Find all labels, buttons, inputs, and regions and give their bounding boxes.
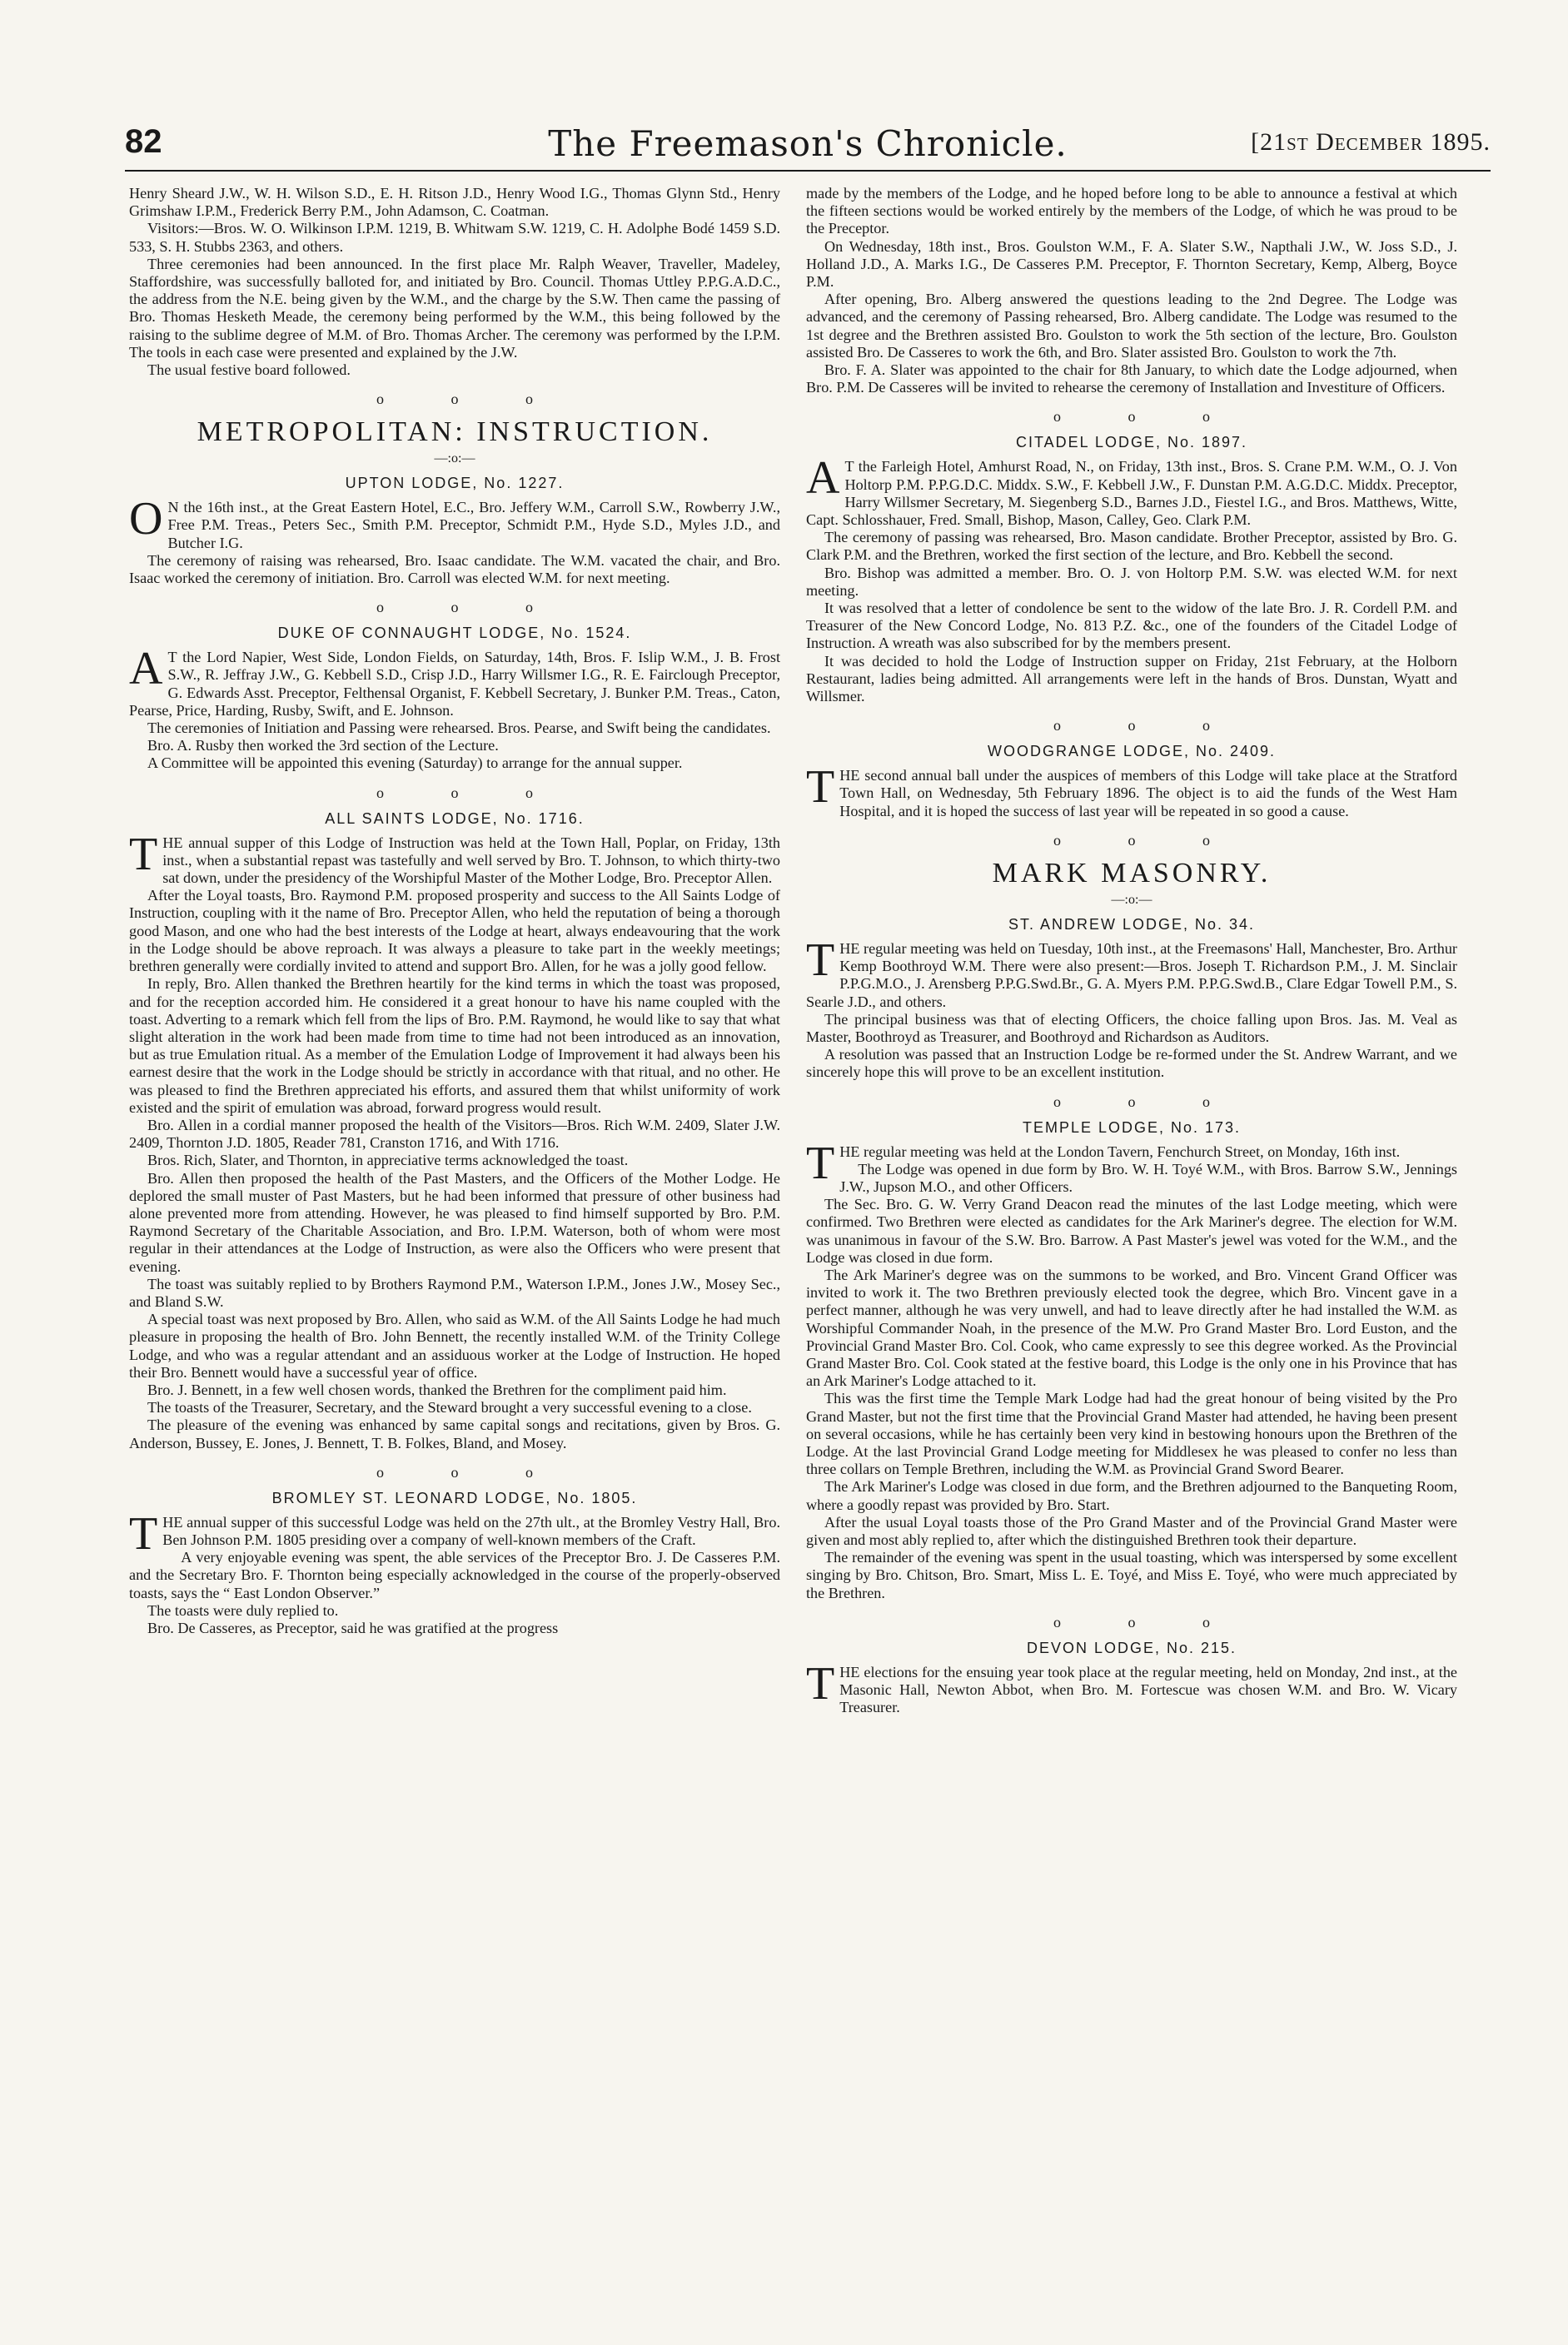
article-paragraph: Bro. Allen then proposed the health of the Past Masters, and the Officers of the Mother Lodge. He deplored the small muster of Past Masters, but he had been informed that pressure of other business had alone prevented more from attending. However, he was pleased to find himself supported by Bro. P.M. Raymond Secretary of the Charitable Association, and Bro. I.P.M. Waterson, both of whom were most regular in their attendances at the Lodge of Instruction, as were also the Officers who were present that evening.: [129, 1169, 780, 1275]
article-paragraph: Bro. J. Bennett, in a few well chosen words, thanked the Brethren for the compliment paid him.: [147, 1381, 727, 1398]
article-paragraph: The Ark Mariner's Lodge was closed in due form, and the Brethren adjourned to the Banqueting Room, where a goodly repast was provided by Bro. Start.: [806, 1478, 1457, 1513]
article-paragraph: Bro. Allen in a cordial manner proposed the health of the Visitors—Bros. Rich W.M. 2409, Slater J.W. 2409, Thornton J.D. 1805, Reader 781, Cranston 1716, and With 1716.: [129, 1116, 780, 1152]
article-paragraph: On Wednesday, 18th inst., Bros. Goulston W.M., F. A. Slater S.W., Napthali J.W., W. Joss S.D., J. Holland J.D., A. Marks I.G., De Casseres P.M. Preceptor, F. Thornton Secretary, Kemp, Alberg, Boyce P.M.: [806, 237, 1457, 291]
article-paragraph: Henry Sheard J.W., W. H. Wilson S.D., E. H. Ritson J.D., Henry Wood I.G., Thomas Glynn Std., Henry Grimshaw I.P.M., Frederick Berry P.M., John Adamson, C. Coatman.: [129, 185, 780, 220]
article-paragraph: Bro. F. A. Slater was appointed to the chair for 8th January, to which date the Lodge adjourned, when Bro. P.M. De Casseres will be invited to rehearse the ceremony of Installation and Investiture of Officers.: [806, 361, 1457, 396]
page-number: 82: [125, 123, 162, 160]
article-paragraph: Bro. Bishop was admitted a member. Bro. O. J. von Holtorp P.M. S.W. was elected W.M. for next meeting.: [806, 564, 1457, 599]
article-paragraph: The Lodge was opened in due form by Bro. W. H. Toyé W.M., with Bros. Barrow S.W., Jennings J.W., Jupson M.O., and other Officers.: [839, 1160, 1457, 1195]
article-paragraph: The remainder of the evening was spent in the usual toasting, which was interspersed by some excellent singing by Bro. Chitson, Bro. Smart, Miss L. E. Toyé, and Miss E. Toyé, who were much appreciated by the Brethren.: [806, 1549, 1457, 1601]
lodge-heading-devon: DEVON LODGE, No. 215.: [1026, 1639, 1237, 1656]
article-paragraph: The pleasure of the evening was enhanced by same capital songs and recitations, given by Bros. G. Anderson, Bussey, E. Jones, J. Bennett, T. B. Folkes, Bland, and Mosey.: [129, 1416, 780, 1451]
article-paragraph: This was the first time the Temple Mark Lodge had had the great honour of being visited by the Pro Grand Master, but not the first time that the Provincial Grand Master had attended, he having been present on several occasions, while he has certainly been very kind in bestowing honours upon the Brethren of the Lodge. At the last Provincial Grand Lodge meeting for Middlesex he was pleased to confer no less than three collars on Temple Brethren, including the W.M. as Provincial Grand Sword Bearer.: [806, 1390, 1457, 1478]
article-paragraph: A resolution was passed that an Instruction Lodge be re-formed under the St. Andrew Warrant, and we sincerely hope this will prove to be an excellent institution.: [806, 1046, 1457, 1081]
article-paragraph: THE annual supper of this Lodge of Instruction was held at the Town Hall, Poplar, on Friday, 13th inst., when a substantial repast was tastefully and well served by Bro. T. Johnson, to which thirty-two sat down, under the presidency of the Worshipful Master of the Mother Lodge, Bro. Preceptor Allen.: [129, 828, 780, 887]
masthead-title: The Freemason's Chronicle.: [548, 123, 1068, 164]
article-paragraph: After the usual Loyal toasts those of the Pro Grand Master and of the Provincial Grand Master were given and most ably replied to, after which the distinguished Brethren took their departure.: [806, 1513, 1457, 1548]
article-paragraph: The usual festive board followed.: [147, 361, 351, 379]
article-paragraph: Bro. De Casseres, as Preceptor, said he was gratified at the progress: [147, 1620, 559, 1636]
issue-date: [21st December 1895.: [1251, 128, 1491, 156]
article-paragraph: Bros. Rich, Slater, and Thornton, in appreciative terms acknowledged the toast.: [147, 1152, 629, 1169]
article-paragraph: A very enjoyable evening was spent, the able services of the Preceptor Bro. J. De Casseres P.M. and the Secretary Bro. F. Thornton being especially acknowledged in the course of the properly-observed toasts, says the “ East London Observer.”: [129, 1549, 780, 1601]
article-paragraph: The Ark Mariner's degree was on the summons to be worked, and Bro. Vincent Grand Officer was invited to work it. The two Brethren previously elected took the degree, which Bro. Vincent gave in a perfect manner, although he was very unwell, and had to leave directly after he had installed the W.M. as Worshipful Commander Noah, in the presence of the M.W. Pro Grand Master Bro. Lord Euston, and the Provincial Grand Master Bro. Col. Cook, who came expressly to see this degree worked. As the Provincial Grand Master Bro. Col. Cook stated at the festive board, this Lodge is the only one in his Province that has an Ark Mariner's Lodge attached to it.: [806, 1266, 1457, 1390]
section-separator: o o o: [1053, 717, 1242, 734]
article-paragraph: Three ceremonies had been announced. In the first place Mr. Ralph Weaver, Traveller, Madeley, Staffordshire, was successfully balloted for, and initiated by Bro. Council. Thomas Uttley P.P.G.A.D.C., the address from the N.E. being given by the W.M., and the charge by the S.W. Then came the passing of Bro. Thomas Hesketh Meade, the ceremony being performed by the W.M., this being followed by the raising to the sublime degree of M.M. of Bro. Thomas Archer. The ceremony was performed by the I.P.M. The tools in each case were presented and explained by the J.W.: [129, 255, 780, 361]
page-header: [125, 123, 1491, 172]
article-paragraph: Visitors:—Bros. W. O. Wilkinson I.P.M. 1219, B. Whitwam S.W. 1219, C. H. Adolphe Bodé 1459 S.D. 533, S. H. Stubbs 2363, and others.: [129, 220, 780, 255]
right-column: [806, 185, 1457, 1716]
section-separator: o o o: [1053, 408, 1242, 426]
article-paragraph: After the Loyal toasts, Bro. Raymond P.M. proposed prosperity and success to the All Saints Lodge of Instruction, coupling with it the name of Bro. Preceptor Allen, who held the reputation of being a thorough good Mason, and one who had the best interests of the Lodge at heart, always endeavouring that the work in the Lodge should be above reproach. It was always a pleasure to take part in the weekly meetings; brethren generally were cordially invited to attend and support Bro. Allen, for he was a jolly good fellow.: [129, 887, 780, 975]
article-paragraph: The ceremony of raising was rehearsed, Bro. Isaac candidate. The W.M. vacated the chair, and Bro. Isaac worked the ceremony of initiation. Bro. Carroll was elected W.M. for next meeting.: [129, 551, 780, 587]
article-paragraph: The toasts were duly replied to.: [147, 1601, 339, 1619]
article-paragraph: A Committee will be appointed this evening (Saturday) to arrange for the annual supper.: [147, 754, 683, 772]
article-paragraph: AT the Lord Napier, West Side, London Fields, on Saturday, 14th, Bros. F. Islip W.M., J. B. Frost S.W., R. Jeffray J.W., G. Kebbell S.D., Crisp J.D., Harry Willsmer I.G., R. E. Fairclough Preceptor, G. Edwards Asst. Preceptor, Felthensal Organist, F. Kebbell Secretary, J. Bunker P.M. Treas., Caton, Pearse, Price, Harding, Rusby, Swift, and E. Johnson.: [129, 643, 780, 719]
lodge-heading-st-andrew: ST. ANDREW LODGE, No. 34.: [1008, 915, 1256, 933]
lodge-heading-bromley-st-leonard: BROMLEY ST. LEONARD LODGE, No. 1805.: [271, 1489, 638, 1506]
article-paragraph: The ceremony of passing was rehearsed, Bro. Mason candidate. Brother Preceptor, assisted by Bro. G. Clark P.M. and the Brethren, worked the first section of the lecture, and Bro. Kebbell the second.: [806, 529, 1457, 564]
heading-ornament: —:o:—: [434, 451, 475, 466]
article-paragraph: The principal business was that of electing Officers, the choice falling upon Bros. Jas. M. Veal as Master, Boothroyd as Treasurer, and Boothroyd and Richardson as Auditors.: [806, 1010, 1457, 1045]
article-paragraph: After opening, Bro. Alberg answered the questions leading to the 2nd Degree. The Lodge was advanced, and the ceremony of Passing rehearsed, Bro. Alberg candidate. The Lodge was resumed to the 1st degree and the Brethren assisted Bro. Goulston to work the 5th section of the lecture, Bro. Goulston assisted Bro. De Casseres to work the 6th, and Bro. Slater assisted Bro. Goulston to work the 7th.: [806, 291, 1457, 361]
section-separator: o o o: [376, 391, 565, 408]
article-paragraph: THE elections for the ensuing year took place at the regular meeting, held on Monday, 2nd inst., at the Masonic Hall, Newton Abbot, when Bro. M. Fortescue was chosen W.M. and Bro. W. Vicary Treasurer.: [806, 1657, 1457, 1716]
section-separator: o o o: [376, 784, 565, 801]
article-paragraph: The toasts of the Treasurer, Secretary, and the Steward brought a very successful evening to a close.: [147, 1399, 752, 1416]
article-paragraph: The ceremonies of Initiation and Passing were rehearsed. Bros. Pearse, and Swift being the candidates.: [147, 719, 771, 737]
section-heading-metropolitan: METROPOLITAN: INSTRUCTION.: [197, 416, 713, 448]
article-paragraph: In reply, Bro. Allen thanked the Brethren heartily for the kind terms in which the toast was proposed, and for the reception accorded him. He considered it a great honour to have his name coupled with the toast. Adverting to a remark which fell from the lips of Bro. P.M. Raymond, he would like to say that what slight alteration in the work had been made from time to time had not been introduced as an innovation, but as true Emulation ritual. As a member of the Emulation Lodge of Improvement it had always been his earnest desire that the work in the Lodge should be strictly in accordance with that ritual, and no other. He was pleased to find the Brethren appreciated his efforts, and assured them that whilst uniformity of work existed and the spirit of emulation was abroad, forward progress would result.: [129, 975, 780, 1116]
article-paragraph: THE second annual ball under the auspices of members of this Lodge will take place at the Stratford Town Hall, on Wednesday, 5th February 1896. The object is to aid the funds of the West Ham Hospital, and it is hoped the success of last year will be repeated in so good a cause.: [806, 761, 1457, 819]
article-paragraph: THE regular meeting was held at the London Tavern, Fenchurch Street, on Monday, 16th inst.: [806, 1137, 1401, 1189]
heading-ornament: —:o:—: [1111, 892, 1152, 907]
lodge-heading-all-saints: ALL SAINTS LODGE, No. 1716.: [325, 809, 585, 827]
lodge-heading-upton: UPTON LODGE, No. 1227.: [345, 475, 565, 492]
lodge-heading-citadel: CITADEL LODGE, No. 1897.: [1015, 434, 1248, 451]
left-column: [129, 185, 780, 1637]
article-paragraph: made by the members of the Lodge, and he hoped before long to be able to announce a festival at which the fifteen sections would be worked entirely by the members of the Lodge, of which he was proud to be the Preceptor.: [806, 185, 1457, 237]
lodge-heading-temple: TEMPLE LODGE, No. 173.: [1022, 1118, 1242, 1136]
article-paragraph: It was decided to hold the Lodge of Instruction supper on Friday, 21st February, at the Holborn Restaurant, ladies being admitted. All arrangements were left in the hands of Bros. Dunstan, Wyatt and Willsmer.: [806, 652, 1457, 705]
section-separator: o o o: [1053, 1613, 1242, 1631]
section-separator: o o o: [376, 599, 565, 616]
section-separator: o o o: [376, 1463, 565, 1481]
article-paragraph: AT the Farleigh Hotel, Amhurst Road, N., on Friday, 13th inst., Bros. S. Crane P.M. W.M., O. J. Von Holtorp P.M. P.P.G.D.C. Middx. S.W., F. Kebbell J.W., F. Dunstan P.M. A.G.D.C. Middx. Preceptor, Harry Willsmer Secretary, M. Siegenberg S.D., Barnes J.D., Fiestel I.G., and Bros. Matthews, Witte, Capt. Schlosshauer, Fred. Small, Bishop, Mason, Calley, Geo. Clark P.M.: [806, 452, 1457, 529]
article-paragraph: THE annual supper of this successful Lodge was held on the 27th ult., at the Bromley Vestry Hall, Bro. Ben Johnson P.M. 1805 presiding over a company of well-known members of the Craft.: [129, 1507, 780, 1560]
section-separator: o o o: [1053, 831, 1242, 849]
article-paragraph: ON the 16th inst., at the Great Eastern Hotel, E.C., Bro. Jeffery W.M., Carroll S.W., Rowberry J.W., Free P.M. Treas., Peters Sec., Smith P.M. Preceptor, Schmidt P.M., Hyde S.D., Myles J.D., and Butcher I.G.: [129, 493, 780, 551]
article-paragraph: The Sec. Bro. G. W. Verry Grand Deacon read the minutes of the last Lodge meeting, which were confirmed. Two Brethren were elected as candidates for the Ark Mariner's degree. The election for W.M. was unanimous in favour of the S.W. Bro. Barrow. A Past Master's jewel was voted for the W.M., and the Lodge was closed in due form.: [806, 1196, 1457, 1266]
section-heading-mark-masonry: MARK MASONRY.: [992, 857, 1272, 889]
article-paragraph: The toast was suitably replied to by Brothers Raymond P.M., Waterson I.P.M., Jones J.W., Mosey Sec., and Bland S.W.: [129, 1275, 780, 1310]
lodge-heading-duke-of-connaught: DUKE OF CONNAUGHT LODGE, No. 1524.: [277, 625, 632, 642]
lodge-heading-woodgrange: WOODGRANGE LODGE, No. 2409.: [987, 743, 1277, 760]
article-paragraph: It was resolved that a letter of condolence be sent to the widow of the late Bro. J. R. Cordell P.M. and Treasurer of the New Concord Lodge, No. 813 P.Z. &c., one of the founders of the Citadel Lodge of Instruction. A wreath was also subscribed for by the members present.: [806, 600, 1457, 652]
article-paragraph: Bro. A. Rusby then worked the 3rd section of the Lecture.: [147, 737, 499, 754]
article-paragraph: A special toast was next proposed by Bro. Allen, who said as W.M. of the All Saints Lodge he had much pleasure in proposing the health of Bro. John Bennett, the recently installed W.M. of the Trinity College Lodge, and who was a regular attendant and an assiduous worker at the Lodge of Instruction. He hoped their Bro. Bennett would have a successful year of office.: [129, 1311, 780, 1381]
section-separator: o o o: [1053, 1093, 1242, 1110]
article-paragraph: THE regular meeting was held on Tuesday, 10th inst., at the Freemasons' Hall, Manchester, Bro. Arthur Kemp Boothroyd W.M. There were also present:—Bros. Joseph T. Richardson P.M., J. M. Sinclair P.P.G.M.O., J. Arensberg P.P.G.Swd.Br., G. A. Myers P.M. P.P.G.Swd.B., Clare Edgar Towell P.M., S. Searle J.D., and others.: [806, 934, 1457, 1010]
